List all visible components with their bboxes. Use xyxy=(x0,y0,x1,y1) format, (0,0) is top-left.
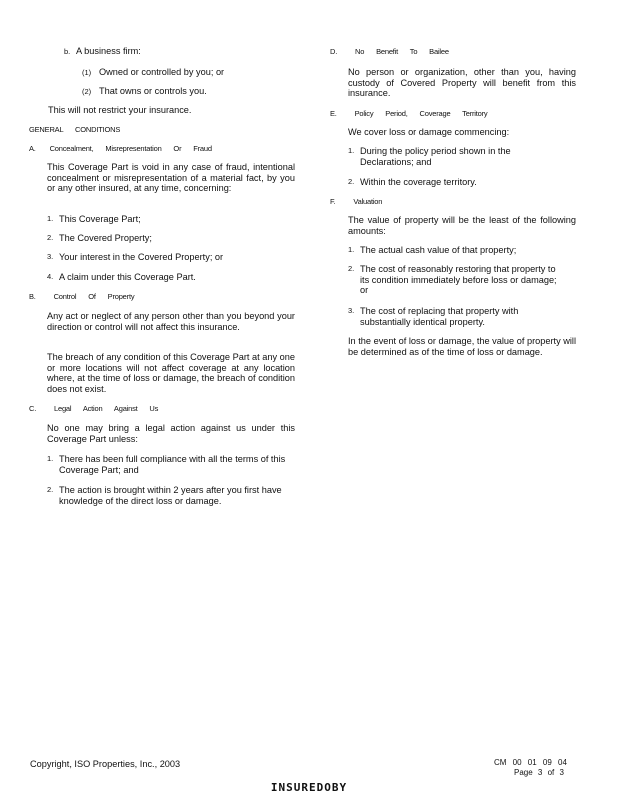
section-b-label: B. xyxy=(29,292,36,301)
section-a-title: Concealment, Misrepresentation Or Fraud xyxy=(49,144,212,153)
section-f-heading xyxy=(330,197,382,208)
copyright-notice: Copyright, ISO Properties, Inc., 2003 xyxy=(30,759,181,769)
item-b-text: A business firm: xyxy=(76,46,141,56)
item-number: 3. xyxy=(348,306,355,315)
item-text: A claim under this Coverage Part. xyxy=(59,272,196,282)
item-text: Your interest in the Covered Property; or xyxy=(59,252,224,262)
section-e-paragraph: We cover loss or damage commencing: xyxy=(348,127,510,137)
item-text: The Covered Property; xyxy=(59,233,152,243)
item-text: There has been full compliance with all the terms of this Coverage Part; and xyxy=(59,454,286,475)
item-number: 1. xyxy=(348,146,355,155)
item-text: This Coverage Part; xyxy=(59,214,141,224)
item-number: 2. xyxy=(348,177,355,186)
item-b2-num: (2) xyxy=(82,87,92,96)
section-e-title: Policy Period, Coverage Territory xyxy=(354,109,488,118)
item-text: The actual cash value of that property; xyxy=(360,245,517,255)
item-number: 3. xyxy=(47,252,54,261)
section-c-paragraph: No one may bring a legal action against us under this Coverage Part unless: xyxy=(47,423,295,444)
item-b1-num: (1) xyxy=(82,68,92,77)
section-c-label: C. xyxy=(29,404,37,413)
item-number: 1. xyxy=(348,245,355,254)
section-f-paragraph: The value of property will be the least of the following amounts: xyxy=(348,215,576,236)
section-e-heading xyxy=(330,109,487,120)
general-conditions-heading: GENERAL CONDITIONS xyxy=(29,125,121,134)
section-a-label: A. xyxy=(29,144,36,153)
item-text: The cost of replacing that property with substantially identical property. xyxy=(360,306,519,327)
section-a-paragraph: This Coverage Part is void in any case of fraud, intentional concealment or misrepresentation of a material fact, by you or any other insured, at any time, concerning: xyxy=(47,162,295,194)
item-text: The cost of reasonably restoring that property to its condition immediately before loss or damage; or xyxy=(360,264,557,296)
section-b-heading xyxy=(29,292,134,303)
section-d-label: D. xyxy=(330,47,338,56)
section-b-paragraph-2: The breach of any condition of this Coverage Part at any one or more locations will not affect coverage at any location where, at the time of loss or damage, the breach of condition does not exist. xyxy=(47,352,295,394)
section-d-paragraph: No person or organization, other than you, having custody of Covered Property will benefit from this insurance. xyxy=(348,67,576,99)
section-f-label: F. xyxy=(330,197,336,206)
item-text: The action is brought within 2 years after you first have knowledge of the direct loss or damage. xyxy=(59,485,282,506)
section-d-title: No Benefit To Bailee xyxy=(355,47,449,56)
item-b2-text: That owns or controls you. xyxy=(99,86,207,96)
item-text: During the policy period shown in the Declarations; and xyxy=(360,146,511,167)
insuredoby-stamp: INSUREDOBY xyxy=(270,781,348,794)
item-number: 2. xyxy=(348,264,355,273)
page-number: Page 3 of 3 xyxy=(514,768,564,777)
item-number: 2. xyxy=(47,485,54,494)
restrict-note: This will not restrict your insurance. xyxy=(48,105,192,115)
item-number: 1. xyxy=(47,214,54,223)
section-b-title: Control Of Property xyxy=(53,292,135,301)
section-f-paragraph-2: In the event of loss or damage, the value of property will be determined as of the time of loss or damage. xyxy=(348,336,576,357)
item-b-label: b. xyxy=(64,47,71,56)
item-number: 1. xyxy=(47,454,54,463)
item-number: 4. xyxy=(47,272,54,281)
section-b-paragraph-1: Any act or neglect of any person other than you beyond your direction or control will not affect this insurance. xyxy=(47,311,295,332)
section-f-title: Valuation xyxy=(353,197,383,206)
section-c-title: Legal Action Against Us xyxy=(54,404,159,413)
section-a-heading xyxy=(29,144,212,155)
form-number: CM 00 01 09 04 xyxy=(494,758,567,767)
item-number: 2. xyxy=(47,233,54,242)
item-text: Within the coverage territory. xyxy=(360,177,477,187)
section-d-heading xyxy=(330,47,449,58)
form-info xyxy=(494,758,567,778)
section-c-heading xyxy=(29,404,158,415)
item-b1-text: Owned or controlled by you; or xyxy=(99,67,225,77)
section-e-label: E. xyxy=(330,109,337,118)
